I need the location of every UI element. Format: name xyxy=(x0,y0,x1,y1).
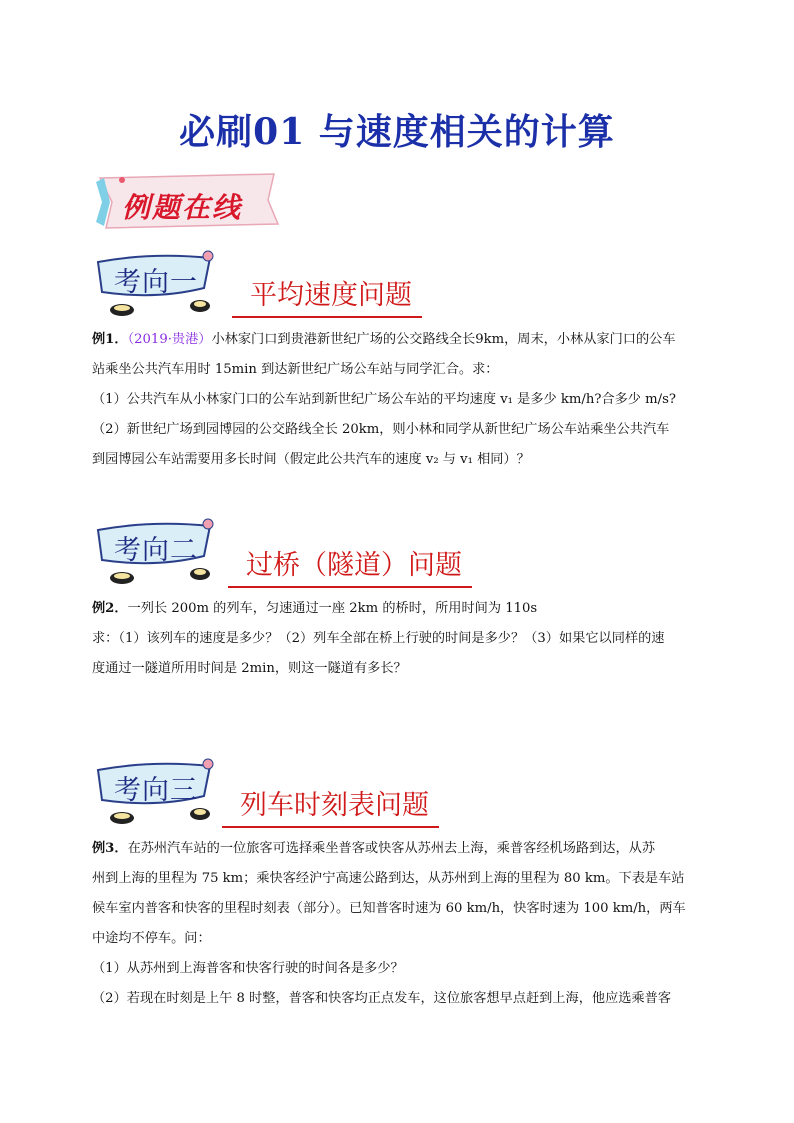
example-label: 例2． xyxy=(92,601,128,616)
example-line: 州到上海的里程为 75 km；乘快客经沪宁高速公路到达，从苏州到上海的里程为 80 km。下表是车站 xyxy=(92,871,685,886)
example-line: 到园博园公车站需要用多长时间（假定此公共汽车的速度 v₂ 与 v₁ 相同）？ xyxy=(92,452,530,467)
example-1 xyxy=(92,325,716,475)
banner-label: 例题在线 xyxy=(122,191,243,224)
badge-label: 考向三 xyxy=(114,775,198,806)
example-line: 求：（1）该列车的速度是多少？（2）列车全部在桥上行驶的时间是多少？（3）如果它以同样的速 xyxy=(92,631,665,646)
example-text: 小林家门口到贵港新世纪广场的公交路线全长9km，周末，小林从家门口的公车 xyxy=(211,332,676,347)
example-line: （2）若现在时刻是上午 8 时整，普客和快客均正点发车，这位旅客想早点赶到上海，他应选乘普客 xyxy=(92,991,672,1006)
example-line: （1）从苏州到上海普客和快客行驶的时间各是多少？ xyxy=(92,961,404,976)
section-heading: 列车时刻表问题 xyxy=(222,788,439,828)
example-text: 一列长 200m 的列车，匀速通过一座 2km 的桥时，所用时间为 110s xyxy=(127,601,538,616)
example-text: 在苏州汽车站的一位旅客可选择乘坐普客或快客从苏州去上海，乘普客经机场路到达，从苏 xyxy=(127,841,656,856)
topic-badge-2 xyxy=(92,516,222,596)
example-line: 中途均不停车。问： xyxy=(92,931,211,946)
badge-label: 考向二 xyxy=(114,535,198,566)
page-title: 必刷01 与速度相关的计算 xyxy=(179,111,615,153)
example-source: （2019·贵港） xyxy=(127,332,212,347)
example-line: 度通过一隧道所用时间是 2min，则这一隧道有多长？ xyxy=(92,661,407,676)
badge-label: 考向一 xyxy=(114,267,198,298)
example-banner xyxy=(92,170,282,230)
example-line: 候车室内普客和快客的里程时刻表（部分）。已知普客时速为 60 km/h，快客时速为 100 km/h，两车 xyxy=(92,901,686,916)
example-line xyxy=(92,594,716,624)
example-line: （1）公共汽车从小林家门口的公车站到新世纪广场公车站的平均速度 v₁ 是多少 km/h?合多少 m/s? xyxy=(92,392,676,407)
example-3 xyxy=(92,834,716,1014)
topic-badge-1 xyxy=(92,248,222,328)
example-2 xyxy=(92,594,716,684)
example-label: 例1． xyxy=(92,332,128,347)
example-line: （2）新世纪广场到园博园的公交路线全长 20km，则小林和同学从新世纪广场公车站乘坐公共汽车 xyxy=(92,422,670,437)
example-line: 站乘坐公共汽车用时 15min 到达新世纪广场公车站与同学汇合。求： xyxy=(92,362,499,377)
section-heading: 过桥（隧道）问题 xyxy=(228,548,472,588)
topic-badge-3 xyxy=(92,756,222,836)
section-heading: 平均速度问题 xyxy=(232,278,422,318)
example-label: 例3． xyxy=(92,841,128,856)
example-line xyxy=(92,325,716,355)
example-line xyxy=(92,834,716,864)
